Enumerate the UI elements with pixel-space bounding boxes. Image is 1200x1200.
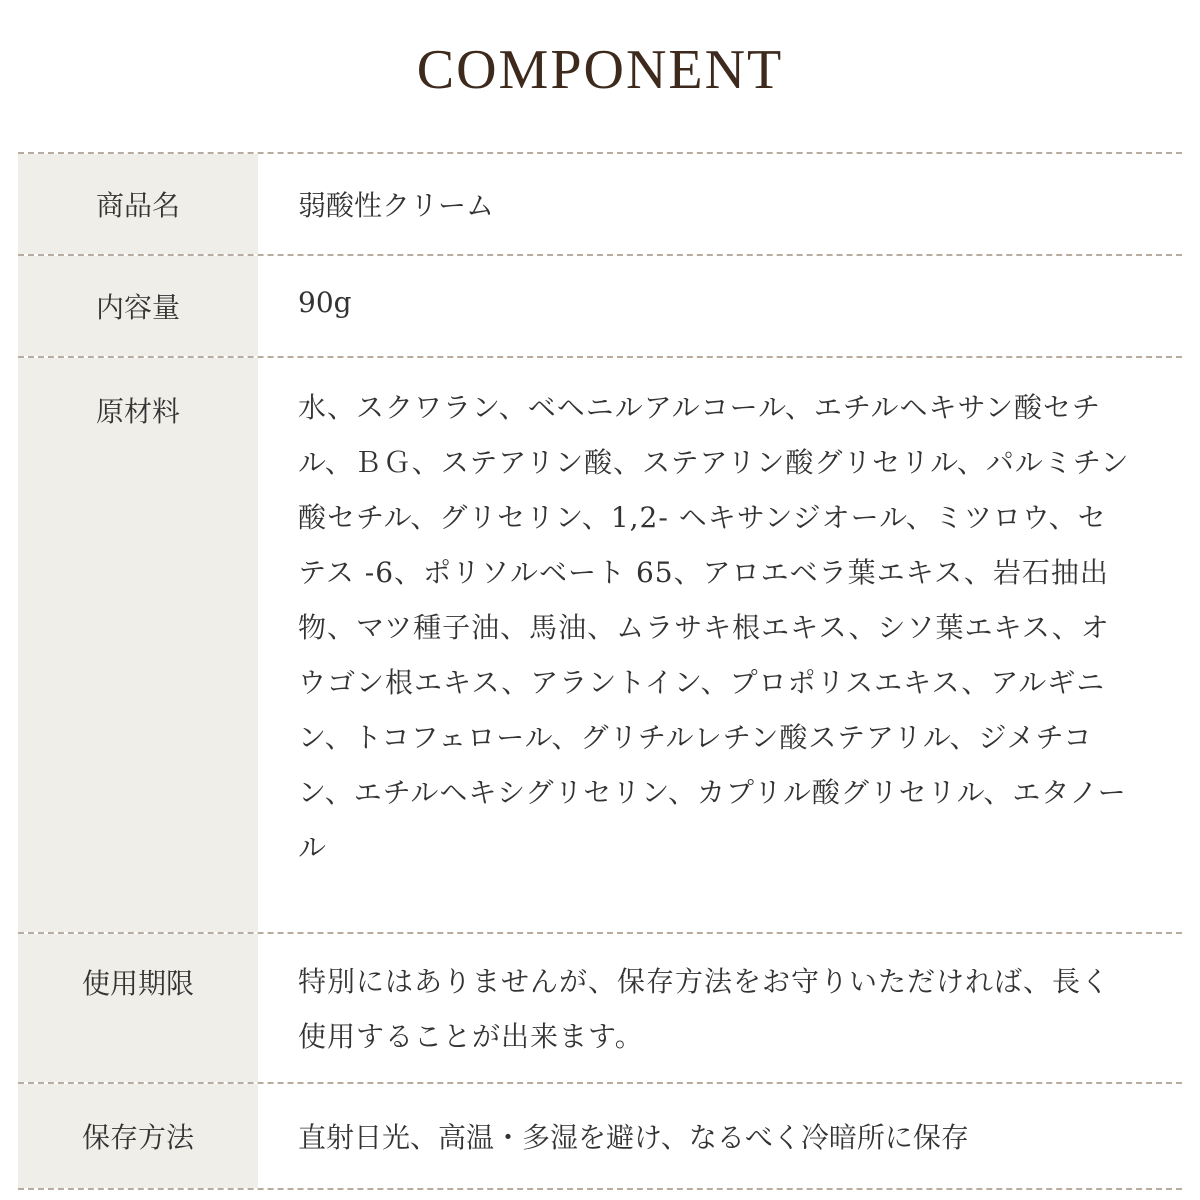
table-row-product-name [18, 152, 1182, 254]
row-label-text: 使用期限 [81, 967, 194, 1000]
row-label-text: 商品名 [95, 189, 180, 222]
page-title: COMPONENT [416, 39, 784, 101]
row-label [18, 358, 258, 932]
row-label [18, 934, 258, 1082]
row-value: 特別にはありませんが、保存方法をお守りいただければ、長く使用することが出来ます。 [298, 965, 1111, 1053]
row-label-text: 内容量 [95, 291, 180, 324]
row-label-text: 保存方法 [81, 1121, 194, 1154]
row-label [18, 1084, 258, 1188]
table-row-expiry [18, 932, 1182, 1082]
table-row-content-amount [18, 254, 1182, 356]
table-row-storage [18, 1082, 1182, 1190]
row-value: 水、スクワラン、ベヘニルアルコール、エチルヘキサン酸セチル、ＢＧ、ステアリン酸、ステアリン酸グリセリル、パルミチン酸セチル、グリセリン、1,2- ヘキサンジオール、ミツロウ、セテス -6、ポリソルベート 65、アロエベラ葉エキス、岩石抽出物、マツ種子油、馬油、ムラサキ根エキス、シソ葉エキス、オウゴン根エキス、アラントイン、プロポリスエキス、アルギニン、トコフェロール、グリチルレチン酸ステアリル、ジメチコン、エチルヘキシグリセリン、カプリル酸グリセリル、エタノール [298, 391, 1130, 864]
row-label [18, 256, 258, 356]
table-row-ingredients [18, 356, 1182, 932]
row-label [18, 154, 258, 254]
row-label-text: 原材料 [95, 395, 180, 428]
row-value: 直射日光、高温・多湿を避け、なるべく冷暗所に保存 [298, 1121, 969, 1154]
row-value: 90g [298, 286, 352, 319]
row-value: 弱酸性クリーム [298, 189, 495, 222]
